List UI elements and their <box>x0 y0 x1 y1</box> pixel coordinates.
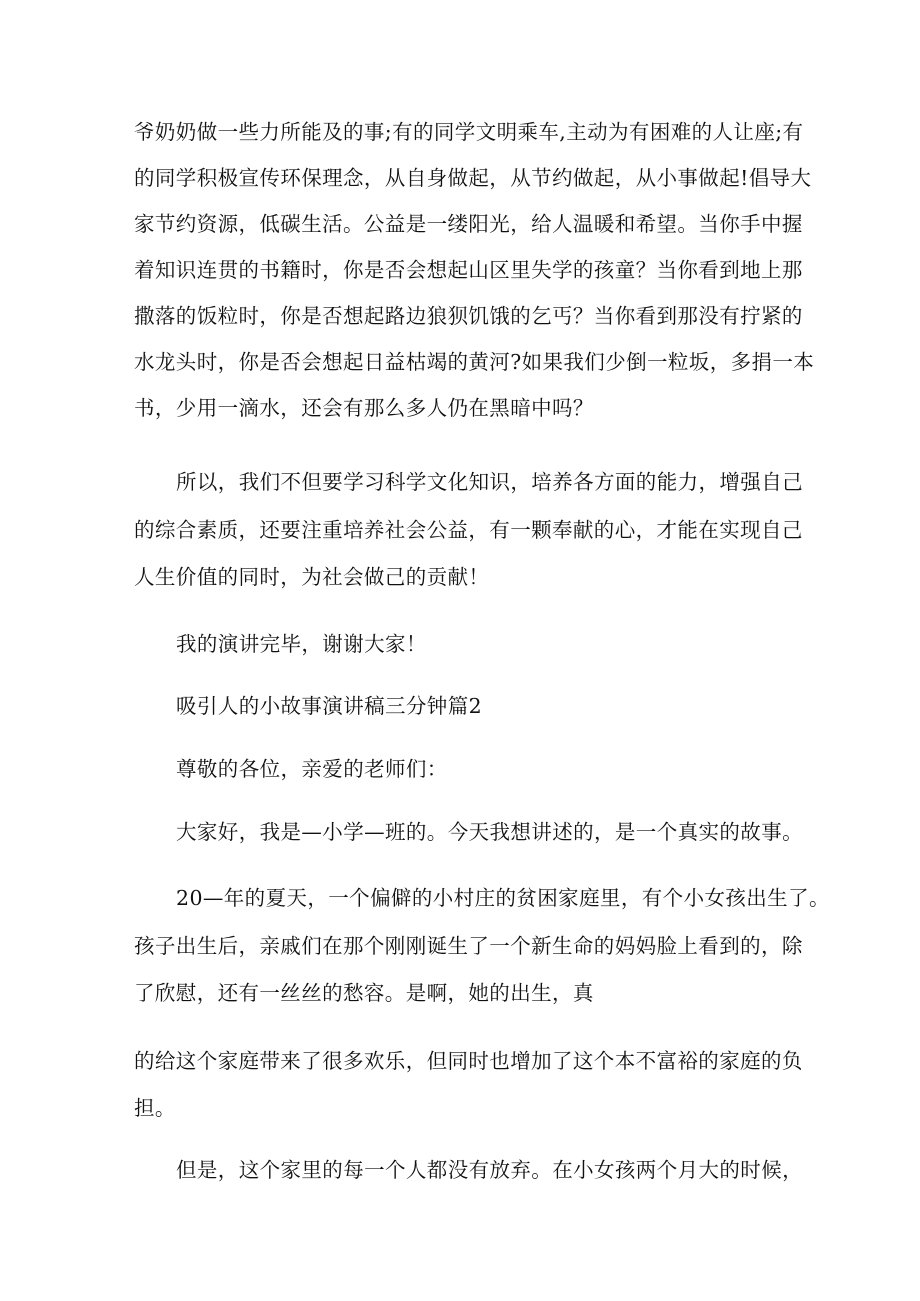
text-line: 撒落的饭粒时，你是否想起路边狼狈饥饿的乞丐？当你看到那没有拧紧的 <box>134 304 803 328</box>
salutation: 尊敬的各位，亲爱的老师们： <box>176 757 448 781</box>
closing-line: 我的演讲完毕，谢谢大家！ <box>176 632 427 656</box>
text-line: 孩子出生后，亲戚们在那个刚刚诞生了一个新生命的妈妈脸上看到的，除 <box>134 934 803 958</box>
text-line: 的综合素质，还要注重培养社会公益，有一颗奉献的心，才能在实现自己 <box>134 518 803 542</box>
section-heading: 吸引人的小故事演讲稿三分钟篇2 <box>176 694 483 718</box>
text-line: 着知识连贯的书籍时，你是否会想起山区里失学的孩童？当你看到地上那 <box>134 258 803 282</box>
paragraph-first-line: 所以，我们不但要学习科学文化知识，培养各方面的能力，增强自己 <box>176 470 803 494</box>
text-line: 的给这个家庭带来了很多欢乐，但同时也增加了这个本不富裕的家庭的负 <box>134 1049 803 1073</box>
opening-line: 大家好，我是—小学—班的。今天我想讲述的，是一个真实的故事。 <box>176 820 803 844</box>
text-line: 担。 <box>134 1096 176 1120</box>
text-line: 的同学积极宣传环保理念，从自身做起，从节约做起，从小事做起!倡导大 <box>134 166 812 190</box>
text-line: 人生价值的同时，为社会做己的贡献！ <box>134 565 490 589</box>
text-line: 爷奶奶做一些力所能及的事;有的同学文明乘车,主动为有困难的人让座;有 <box>134 120 804 144</box>
text-line: 了欣慰，还有一丝丝的愁容。是啊，她的出生，真 <box>134 981 594 1005</box>
paragraph-first-line: 但是，这个家里的每一个人都没有放弃。在小女孩两个月大的时候， <box>176 1158 803 1182</box>
text-line: 水龙头时，你是否会想起日益枯竭的黄河?如果我们少倒一粒坂，多捐一本 <box>134 350 815 374</box>
text-line: 家节约资源，低碳生活。公益是一缕阳光，给人温暖和希望。当你手中握 <box>134 212 803 236</box>
text-line: 书，少用一滴水，还会有那么多人仍在黑暗中吗？ <box>134 396 594 420</box>
paragraph-first-line: 20—年的夏天，一个偏僻的小村庄的贫困家庭里，有个小女孩出生了。 <box>176 886 830 910</box>
